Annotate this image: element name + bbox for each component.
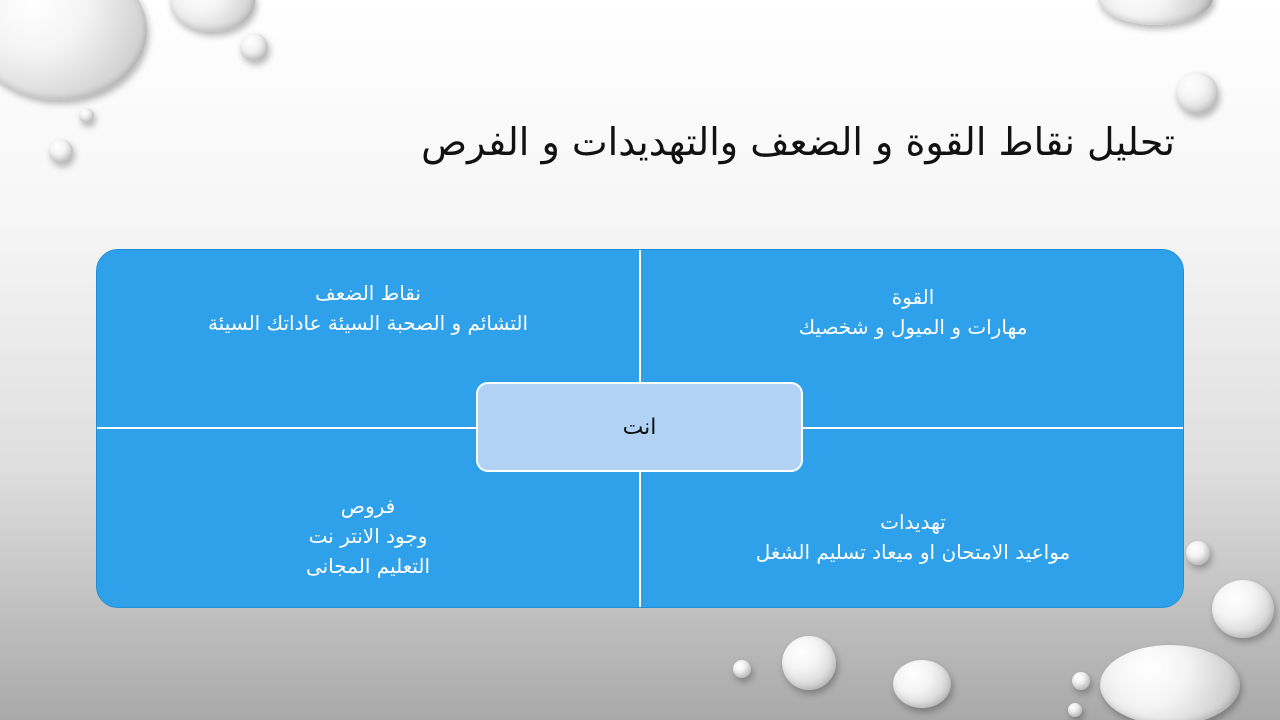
water-drop-icon (1212, 580, 1274, 638)
water-drop-icon (782, 636, 836, 690)
water-drop-icon (1068, 703, 1082, 717)
water-drop-icon (1186, 541, 1210, 565)
water-drop-icon (79, 108, 94, 123)
water-drop-icon (1100, 645, 1240, 720)
water-drop-icon (49, 139, 73, 163)
opportunities-content (97, 491, 639, 581)
strengths-line: مهارات و الميول و شخصيك (798, 315, 1028, 339)
weaknesses-content (97, 278, 639, 338)
opportunities-line: التعليم المجانى (305, 554, 431, 578)
weaknesses-heading: نقاط الضعف (315, 281, 421, 305)
weaknesses-line: التشائم و الصحبة السيئة عاداتك السيئة (207, 311, 529, 335)
water-drop-icon (240, 33, 268, 61)
center-label: انت (622, 414, 657, 440)
opportunities-line: وجود الانتر نت (308, 524, 428, 548)
opportunities-heading: فروص (340, 494, 396, 518)
water-drop-icon (1098, 0, 1213, 25)
center-you-box (476, 382, 803, 472)
water-drop-icon (733, 660, 751, 678)
water-drop-icon (0, 0, 147, 100)
threats-heading: تهديدات (880, 510, 946, 534)
water-drop-icon (893, 660, 951, 708)
water-drop-icon (1176, 72, 1218, 114)
slide-title: تحليل نقاط القوة و الضعف والتهديدات و الفرص (421, 120, 1175, 164)
water-drop-icon (170, 0, 255, 32)
strengths-content (641, 282, 1184, 342)
threats-content (641, 507, 1184, 567)
water-drop-icon (1072, 672, 1090, 690)
strengths-heading: القوة (891, 285, 935, 309)
threats-line: مواعيد الامتحان او ميعاد تسليم الشغل (755, 540, 1071, 564)
